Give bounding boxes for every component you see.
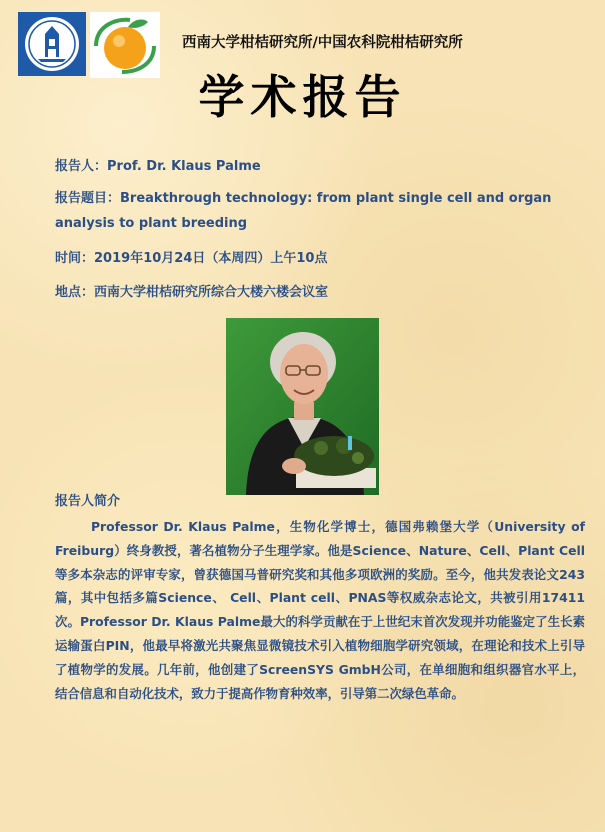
institution-header: 西南大学柑桔研究所/中国农科院柑桔研究所 <box>182 35 463 51</box>
speaker-name: Prof. Dr. Klaus Palme <box>107 159 261 174</box>
topic-text-line1: Breakthrough technology: from plant single cell and organ <box>120 191 552 206</box>
topic-row-continued <box>55 216 575 231</box>
place-label: 地点： <box>55 285 95 300</box>
speaker-row <box>55 155 575 174</box>
speaker-label: 报告人： <box>55 159 108 174</box>
topic-text-line2: analysis to plant breeding <box>55 216 248 231</box>
time-label: 时间： <box>55 251 95 266</box>
topic-label: 报告题目： <box>55 191 121 206</box>
bio-heading: 报告人简介 <box>55 494 121 509</box>
place-value: 西南大学柑桔研究所综合大楼六楼会议室 <box>94 285 329 300</box>
bio-text: Professor Dr. Klaus Palme，生物化学博士，德国弗赖堡大学（University of Freiburg）终身教授，著名植物分子生理学家。他是Science、Nature、Cell、Plant Cell等多本杂志的评审专家，曾获德国马普研究奖和其他多项欧洲的奖励。至今，他共发表论文243篇，其中包括多篇Science、 Cell、Plant cell、PNAS等权威杂志论文，共被引用17411次。Professor Dr. Klaus Palme最大的科学贡献在于上世纪末首次发现并功能鉴定了生长素运输蛋白PIN，他最早将激光共聚焦显微镜技术引入植物细胞学研究领域，在理论和技术上引导了植物学的发展。几年前，他创建了ScreenSYS GmbH公司，在单细胞和组织器官水平上，结合信息和自动化技术，致力于提高作物育种效率，引导第二次绿色革命。 <box>55 519 585 701</box>
topic-row <box>55 187 575 206</box>
time-row <box>55 247 575 266</box>
speaker-photo <box>226 318 379 495</box>
page-title: 学术报告 <box>198 70 407 124</box>
place-row <box>55 281 575 300</box>
time-value: 2019年10月24日（本周四）上午10点 <box>94 251 328 266</box>
